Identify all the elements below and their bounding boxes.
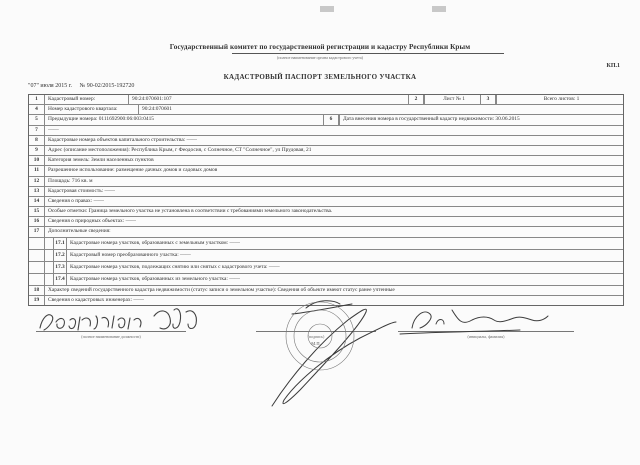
row-number: 1 — [29, 95, 45, 104]
scan-mark — [432, 6, 446, 12]
row-number-blank — [29, 250, 45, 261]
table-row — [29, 217, 623, 227]
table-row — [29, 274, 623, 286]
entry-date: Дата внесения номера в государственный кадастр недвижимости: 30.06.2015 — [339, 115, 623, 124]
table-row — [29, 156, 623, 166]
table-row — [29, 262, 623, 274]
sub-row-number: 17.1 — [53, 238, 67, 249]
authority-caption: (полное наименование органа кадастрового учета) — [276, 55, 364, 60]
sub-row-number: 17.3 — [53, 262, 67, 273]
formed-from-parcels: Кадастровые номера участков, образованных из земельного участка: —— — [70, 275, 240, 282]
passport-table — [28, 94, 624, 306]
row-number: 13 — [29, 187, 45, 196]
total-sheets: Всего листов: 1 — [496, 95, 623, 104]
cadastral-number-value: 90:24:070601:107 — [128, 95, 408, 104]
table-row — [29, 146, 623, 156]
authority-title: Государственный комитет по государственной регистрации и кадастру Республики Крым — [169, 43, 471, 51]
table-row — [29, 115, 623, 125]
seal-caption: М.П. — [311, 341, 321, 346]
land-category: Категория земель: Земли населенных пунктов — [48, 157, 154, 164]
row-number-blank — [29, 274, 45, 285]
natural-objects: Сведения о природных объектах: —— — [48, 218, 137, 225]
table-row — [29, 197, 623, 207]
row-number-blank — [29, 262, 45, 273]
document-title: КАДАСТРОВЫЙ ПАСПОРТ ЗЕМЕЛЬНОГО УЧАСТКА — [223, 73, 417, 81]
row-number: 14 — [29, 197, 45, 206]
row-number: 7 — [29, 126, 45, 135]
table-row — [29, 95, 623, 105]
row-number: 18 — [29, 286, 45, 295]
transformed-parcel: Кадастровый номер преобразованного участка: —— — [70, 251, 191, 258]
handwriting-layer — [0, 298, 640, 458]
table-row — [29, 126, 623, 136]
area: Площадь: 716 кв. м — [48, 177, 93, 184]
table-row — [29, 187, 623, 197]
table-row — [29, 207, 623, 217]
additional-info: Дополнительные сведения: — [48, 228, 111, 235]
table-row — [29, 286, 623, 296]
record-status: Характер сведений государственного кадастра недвижимости (статус записи о земельном участке): Сведения об объекте имеют статус ранее учтенные — [48, 286, 395, 293]
row-number-blank — [29, 238, 45, 249]
row-number: 17 — [29, 227, 45, 236]
formed-with-parcels: Кадастровые номера участков, образованных с земельным участком: —— — [70, 239, 241, 246]
row-number: 10 — [29, 156, 45, 165]
quarter-value: 90:24:070601 — [138, 105, 222, 114]
row-number: 9 — [29, 146, 45, 155]
capital-objects: Кадастровые номера объектов капитального строительства: —— — [48, 136, 198, 143]
address: Адрес (описание местоположения): Республика Крым, г Феодосия, с Солнечное, СТ "Солнечное", ул Прудовая, 21 — [48, 146, 312, 153]
issue-line — [28, 83, 140, 89]
row-number: 4 — [29, 105, 45, 114]
row-number: 8 — [29, 136, 45, 145]
table-row — [29, 136, 623, 146]
row-number: 3 — [480, 95, 496, 104]
cadastral-value: Кадастровая стоимость: —— — [48, 187, 116, 194]
quarter-label: Номер кадастрового квартала: — [48, 106, 118, 113]
permitted-use: Разрешенное использование: размещение дачных домов и садовых домов — [48, 167, 218, 174]
table-row — [29, 238, 623, 250]
row-number: 11 — [29, 166, 45, 175]
table-row — [29, 177, 623, 187]
position-handwriting — [40, 309, 196, 330]
cadastral-engineers: Сведения о кадастровых инженерах: —— — [48, 296, 145, 303]
special-marks: Особые отметки: Граница земельного участка не установлена в соответствии с требованиями земельного законодательства. — [48, 208, 333, 215]
table-row — [29, 166, 623, 176]
row-number: 19 — [29, 296, 45, 305]
sub-row-number: 17.4 — [53, 274, 67, 285]
surname-handwriting — [400, 310, 548, 334]
cadastral-number-label: Кадастровый номер: — [48, 96, 96, 102]
signature-block — [0, 298, 640, 458]
table-row — [29, 250, 623, 262]
sheet-number: Лист № 1 — [424, 95, 480, 104]
table-row — [29, 105, 623, 115]
name-caption: (инициалы, фамилия) — [467, 334, 505, 339]
row-number: 15 — [29, 207, 45, 216]
authority-rule — [232, 53, 504, 54]
row-number: 2 — [408, 95, 424, 104]
issue-number: № 90-02/2015-192720 — [79, 83, 135, 89]
removed-parcels: Кадастровые номера участков, подлежащих снятию или снятых с кадастрового учета: —— — [70, 263, 280, 270]
row-number: 6 — [323, 115, 339, 124]
issue-date: "07" июля 2015 г. — [28, 83, 72, 89]
position-caption: (полное наименование должности) — [81, 334, 141, 339]
table-row — [29, 227, 623, 237]
row-number: 5 — [29, 115, 45, 124]
form-code: КП.1 — [606, 63, 620, 69]
previous-numbers: Предыдущие номера: 0111692900:06:003:0415 — [48, 116, 155, 123]
row-7-text: —— — [48, 126, 59, 133]
sub-row-number: 17.2 — [53, 250, 67, 261]
rights-info: Сведения о правах: —— — [48, 197, 105, 204]
row-number: 12 — [29, 177, 45, 186]
row-number: 16 — [29, 217, 45, 226]
scan-mark — [320, 6, 334, 12]
signature-caption: (подпись) — [307, 334, 325, 339]
round-seal — [286, 302, 354, 370]
